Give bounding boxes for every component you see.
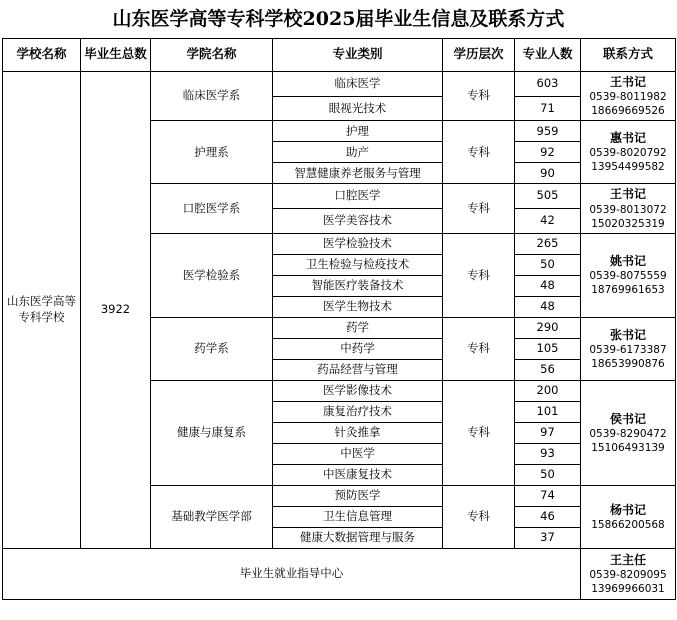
cell-major-name: 眼视光技术	[273, 96, 443, 121]
cell-major-count: 50	[515, 464, 581, 485]
cell-contact	[581, 380, 676, 485]
cell-major-count: 290	[515, 317, 581, 338]
cell-major-name: 智慧健康养老服务与管理	[273, 163, 443, 184]
cell-major-count: 71	[515, 96, 581, 121]
contact-person-name: 王主任	[609, 552, 646, 567]
cell-contact	[581, 317, 676, 380]
contact-phone: 0539-8011982	[589, 90, 667, 103]
cell-major-name: 智能医疗装备技术	[273, 275, 443, 296]
cell-major-name: 卫生信息管理	[273, 506, 443, 527]
cell-contact	[581, 121, 676, 184]
cell-major-name: 中医学	[273, 443, 443, 464]
cell-major-count: 505	[515, 184, 581, 209]
column-header-total: 毕业生总数	[81, 38, 151, 71]
cell-guidance-center-contact	[581, 548, 676, 599]
contact-phone: 15106493139	[591, 441, 665, 454]
contact-phone: 0539-8209095	[589, 568, 667, 581]
cell-major-count: 48	[515, 296, 581, 317]
cell-education-level: 专科	[443, 71, 515, 121]
contact-phone: 0539-8075559	[589, 270, 667, 283]
cell-major-count: 265	[515, 233, 581, 254]
contact-phone: 0539-8013072	[589, 203, 667, 216]
cell-major-count: 97	[515, 422, 581, 443]
cell-school-name: 山东医学高等专科学校	[3, 71, 81, 548]
cell-contact	[581, 71, 676, 121]
contact-person-name: 王书记	[609, 74, 646, 89]
cell-education-level: 专科	[443, 380, 515, 485]
cell-education-level: 专科	[443, 121, 515, 184]
cell-major-name: 助产	[273, 142, 443, 163]
cell-contact	[581, 485, 676, 548]
cell-education-level: 专科	[443, 184, 515, 234]
column-header-major: 专业类别	[273, 38, 443, 71]
cell-major-count: 603	[515, 71, 581, 96]
contact-phone: 13969966031	[591, 582, 665, 595]
contact-phone: 18769961653	[591, 284, 665, 297]
cell-major-name: 护理	[273, 121, 443, 142]
cell-major-name: 药学	[273, 317, 443, 338]
cell-major-count: 200	[515, 380, 581, 401]
cell-major-name: 针灸推拿	[273, 422, 443, 443]
cell-major-count: 42	[515, 209, 581, 234]
table-body	[3, 71, 676, 599]
cell-major-name: 医学影像技术	[273, 380, 443, 401]
contact-person-name: 杨书记	[609, 502, 646, 517]
table-footer-row	[3, 548, 676, 599]
cell-major-count: 105	[515, 338, 581, 359]
cell-major-name: 医学检验技术	[273, 233, 443, 254]
page-title: 山东医学高等专科学校2025届毕业生信息及联系方式	[112, 8, 565, 30]
cell-major-count: 92	[515, 142, 581, 163]
cell-college-name: 口腔医学系	[151, 184, 273, 234]
cell-major-name: 医学美容技术	[273, 209, 443, 234]
contact-phone: 15866200568	[591, 518, 665, 531]
cell-major-name: 医学生物技术	[273, 296, 443, 317]
column-header-school: 学校名称	[3, 38, 81, 71]
cell-major-name: 康复治疗技术	[273, 401, 443, 422]
cell-major-count: 48	[515, 275, 581, 296]
cell-major-count: 101	[515, 401, 581, 422]
cell-education-level: 专科	[443, 317, 515, 380]
cell-contact	[581, 184, 676, 234]
contact-phone: 13954499582	[591, 161, 665, 174]
contact-person-name: 惠书记	[609, 131, 646, 146]
cell-major-count: 50	[515, 254, 581, 275]
cell-major-count: 959	[515, 121, 581, 142]
column-header-contact: 联系方式	[581, 38, 676, 71]
cell-major-name: 卫生检验与检疫技术	[273, 254, 443, 275]
cell-college-name: 药学系	[151, 317, 273, 380]
cell-contact	[581, 233, 676, 317]
cell-college-name: 护理系	[151, 121, 273, 184]
cell-education-level: 专科	[443, 485, 515, 548]
contact-phone: 0539-8020792	[589, 147, 667, 160]
graduates-table	[2, 38, 676, 600]
cell-college-name: 医学检验系	[151, 233, 273, 317]
cell-major-name: 临床医学	[273, 71, 443, 96]
cell-major-count: 74	[515, 485, 581, 506]
cell-major-count: 93	[515, 443, 581, 464]
cell-major-name: 药品经营与管理	[273, 359, 443, 380]
contact-phone: 18669669526	[591, 105, 665, 118]
column-header-level: 学历层次	[443, 38, 515, 71]
cell-education-level: 专科	[443, 233, 515, 317]
contact-phone: 15020325319	[591, 217, 665, 230]
contact-phone: 18653990876	[591, 357, 665, 370]
contact-person-name: 姚书记	[609, 254, 646, 269]
cell-major-count: 37	[515, 527, 581, 548]
contact-phone: 0539-8290472	[589, 427, 667, 440]
column-header-college: 学院名称	[151, 38, 273, 71]
contact-phone: 0539-6173387	[589, 343, 667, 356]
cell-major-name: 中医康复技术	[273, 464, 443, 485]
cell-college-name: 基础教学医学部	[151, 485, 273, 548]
cell-major-count: 46	[515, 506, 581, 527]
column-header-count: 专业人数	[515, 38, 581, 71]
contact-person-name: 张书记	[609, 327, 646, 342]
cell-major-name: 预防医学	[273, 485, 443, 506]
cell-college-name: 健康与康复系	[151, 380, 273, 485]
cell-major-name: 口腔医学	[273, 184, 443, 209]
cell-guidance-center-label: 毕业生就业指导中心	[3, 548, 581, 599]
cell-total-graduates: 3922	[81, 71, 151, 548]
cell-major-name: 健康大数据管理与服务	[273, 527, 443, 548]
table-row	[3, 71, 676, 96]
cell-major-name: 中药学	[273, 338, 443, 359]
contact-person-name: 王书记	[609, 187, 646, 202]
cell-major-count: 56	[515, 359, 581, 380]
cell-college-name: 临床医学系	[151, 71, 273, 121]
cell-major-count: 90	[515, 163, 581, 184]
table-header-row	[3, 38, 676, 71]
contact-person-name: 侯书记	[609, 411, 646, 426]
